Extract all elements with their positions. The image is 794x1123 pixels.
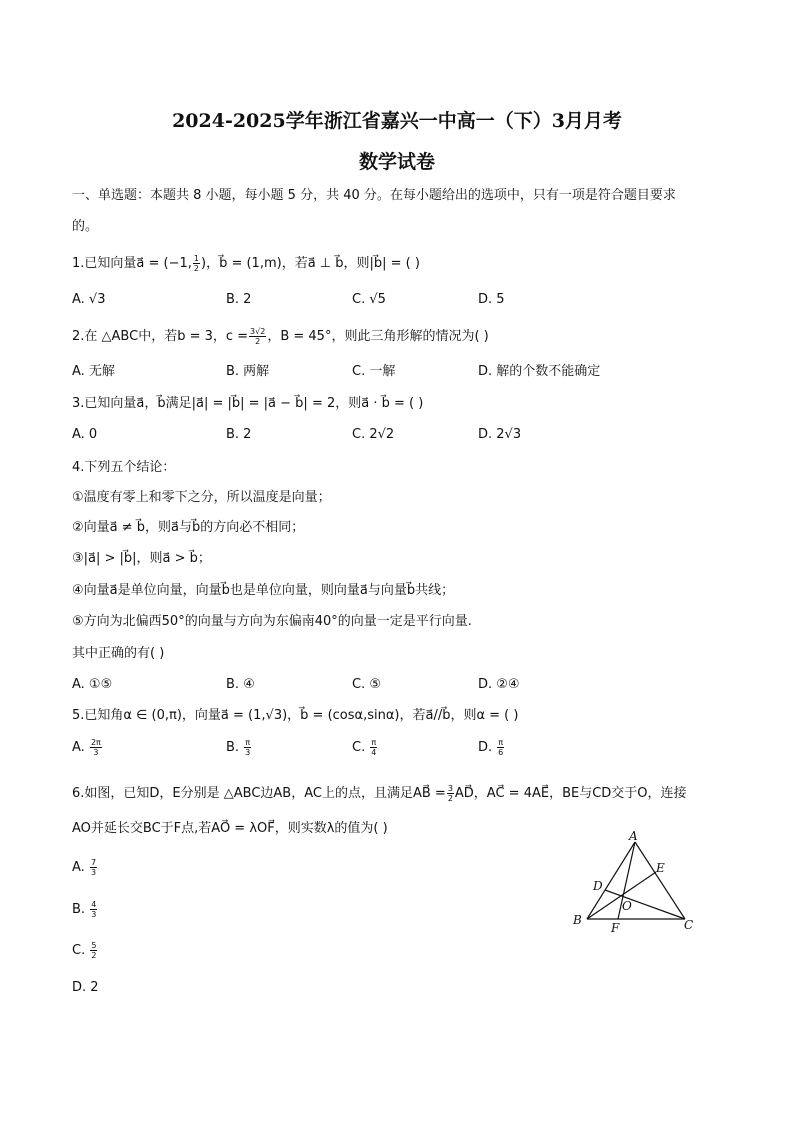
q1-option-a: A. √3	[72, 292, 106, 307]
question-1-stem	[72, 254, 420, 273]
q5-option-d-fraction	[497, 738, 504, 757]
q5-option-b	[226, 738, 252, 757]
q6-option-c	[72, 941, 98, 960]
q2-frac-den: 2	[255, 337, 261, 346]
q6-option-d	[72, 979, 99, 997]
q6-frac-num: 3	[447, 784, 453, 793]
q1-frac-den: 2	[193, 264, 199, 273]
q5-option-a	[72, 738, 103, 757]
q6-option-a-fraction	[90, 858, 97, 877]
q1-option-c: C. √5	[352, 292, 386, 307]
q5-c-den: 4	[371, 748, 377, 757]
q6-option-a-label: A.	[72, 860, 85, 875]
q6-option-c-fraction	[90, 941, 97, 960]
q6-b-den: 3	[91, 910, 97, 919]
q4-item-3: ③|a⃗| > |b⃗|，则a⃗ > b⃗；	[72, 551, 211, 566]
q2-frac-num: 3√2	[250, 327, 266, 336]
q5-option-b-label: B.	[226, 740, 240, 755]
q5-b-den: 3	[245, 748, 251, 757]
q6-c-num: 5	[91, 941, 97, 950]
q6-option-d-value: 2	[90, 980, 99, 995]
label-a: A	[629, 829, 638, 843]
label-c: C	[684, 918, 694, 932]
q2-pre: 2.在 △ABC中，若b = 3，c =	[72, 329, 249, 344]
q6-c-den: 2	[91, 951, 97, 960]
q4-item-1: ①温度有零上和零下之分，所以温度是向量；	[72, 490, 331, 505]
q1-frac-num: 1	[193, 254, 199, 263]
section-instructions-line1: 一、单选题：本题共 8 小题，每小题 5 分，共 40 分。在每小题给出的选项中，只有一项是符合题目要求	[72, 188, 676, 203]
exam-title: 2024-2025学年浙江省嘉兴一中高一（下）3月月考	[172, 110, 622, 132]
q5-d-den: 6	[498, 748, 504, 757]
q5-option-d-label: D.	[478, 740, 493, 755]
q2-option-d: D. 解的个数不能确定	[478, 364, 601, 379]
triangle-figure	[565, 828, 705, 938]
exam-subtitle: 数学试卷	[358, 151, 435, 173]
question-6-stem-line2: AO并延长交BC于F点,若AO⃗ = λOF⃗，则实数λ的值为( )	[72, 821, 388, 836]
q6-fraction	[447, 784, 454, 803]
q3-option-c: C. 2√2	[352, 427, 395, 442]
question-4-stem: 4.下列五个结论：	[72, 460, 176, 475]
q2-option-a: A. 无解	[72, 364, 115, 379]
question-6-stem-line1	[72, 784, 687, 803]
q5-b-num: π	[245, 738, 251, 747]
segment-cd	[605, 890, 685, 919]
q6-line1-pre: 6.如图，已知D，E分别是 △ABC边AB，AC上的点，且满足AB⃗ =	[72, 786, 446, 801]
question-5-stem: 5.已知角α ∈ (0,π)，向量a⃗ = (1,√3)，b⃗ = (cosα,sinα)，若a⃗//b⃗，则α = ( )	[72, 708, 519, 723]
q3-option-a: A. 0	[72, 427, 98, 442]
q6-line1-post: AD⃗，AC⃗ = 4AE⃗，BE与CD交于O，连接	[454, 786, 687, 801]
q1-option-b: B. 2	[226, 292, 252, 307]
q5-option-c	[352, 738, 378, 757]
q5-option-a-label: A.	[72, 740, 85, 755]
label-o: O	[622, 899, 632, 913]
q1-pre: 1.已知向量a⃗ = (−1,	[72, 256, 192, 271]
q5-option-d	[478, 738, 505, 757]
question-3-stem: 3.已知向量a⃗，b⃗满足|a⃗| = |b⃗| = |a⃗ − b⃗| = 2，则a⃗ · b⃗ = ( )	[72, 396, 424, 411]
q4-item-5: ⑤方向为北偏西50°的向量与方向为东偏南40°的向量一定是平行向量.	[72, 614, 472, 629]
q5-a-den: 3	[93, 748, 99, 757]
label-d: D	[593, 879, 603, 893]
q3-option-d: D. 2√3	[478, 427, 522, 442]
q4-option-a: A. ①⑤	[72, 677, 113, 692]
q5-option-c-label: C.	[352, 740, 366, 755]
q6-option-b-fraction	[90, 900, 97, 919]
q6-option-b-label: B.	[72, 902, 86, 917]
q2-post: ，B = 45°，则此三角形解的情况为( )	[267, 329, 489, 344]
question-2-stem	[72, 327, 489, 346]
q6-option-b	[72, 900, 98, 919]
q1-option-d: D. 5	[478, 292, 505, 307]
q2-option-c: C. 一解	[352, 364, 396, 379]
label-f: F	[611, 921, 620, 935]
q6-frac-den: 2	[447, 794, 453, 803]
q5-c-num: π	[371, 738, 377, 747]
q4-option-c: C. ⑤	[352, 677, 381, 692]
q1-post: )，b⃗ = (1,m)，若a⃗ ⊥ b⃗，则|b⃗| = ( )	[201, 256, 420, 271]
q4-option-d: D. ②④	[478, 677, 520, 692]
q5-option-b-fraction	[244, 738, 251, 757]
q4-ask: 其中正确的有( )	[72, 646, 165, 661]
q6-option-a	[72, 858, 98, 877]
q5-option-c-fraction	[370, 738, 377, 757]
label-b: B	[573, 913, 582, 927]
q2-option-b: B. 两解	[226, 364, 270, 379]
section-instructions-line2: 的。	[72, 219, 99, 234]
q1-fraction	[193, 254, 200, 273]
q5-d-num: π	[498, 738, 504, 747]
q6-a-den: 3	[90, 868, 97, 877]
q5-a-num: 2π	[90, 738, 101, 747]
q6-option-d-label: D.	[72, 980, 87, 995]
q4-item-4: ④向量a⃗是单位向量，向量b⃗也是单位向量，则向量a⃗与向量b⃗共线；	[72, 583, 455, 598]
q6-a-num: 7	[90, 858, 97, 867]
q6-option-c-label: C.	[72, 943, 86, 958]
q4-option-b: B. ④	[226, 677, 255, 692]
q3-option-b: B. 2	[226, 427, 252, 442]
label-e: E	[656, 861, 665, 875]
q2-fraction	[249, 327, 266, 346]
q5-option-a-fraction	[90, 738, 102, 757]
q4-item-2: ②向量a⃗ ≠ b⃗，则a⃗与b⃗的方向必不相同；	[72, 520, 305, 535]
q6-b-num: 4	[91, 900, 97, 909]
